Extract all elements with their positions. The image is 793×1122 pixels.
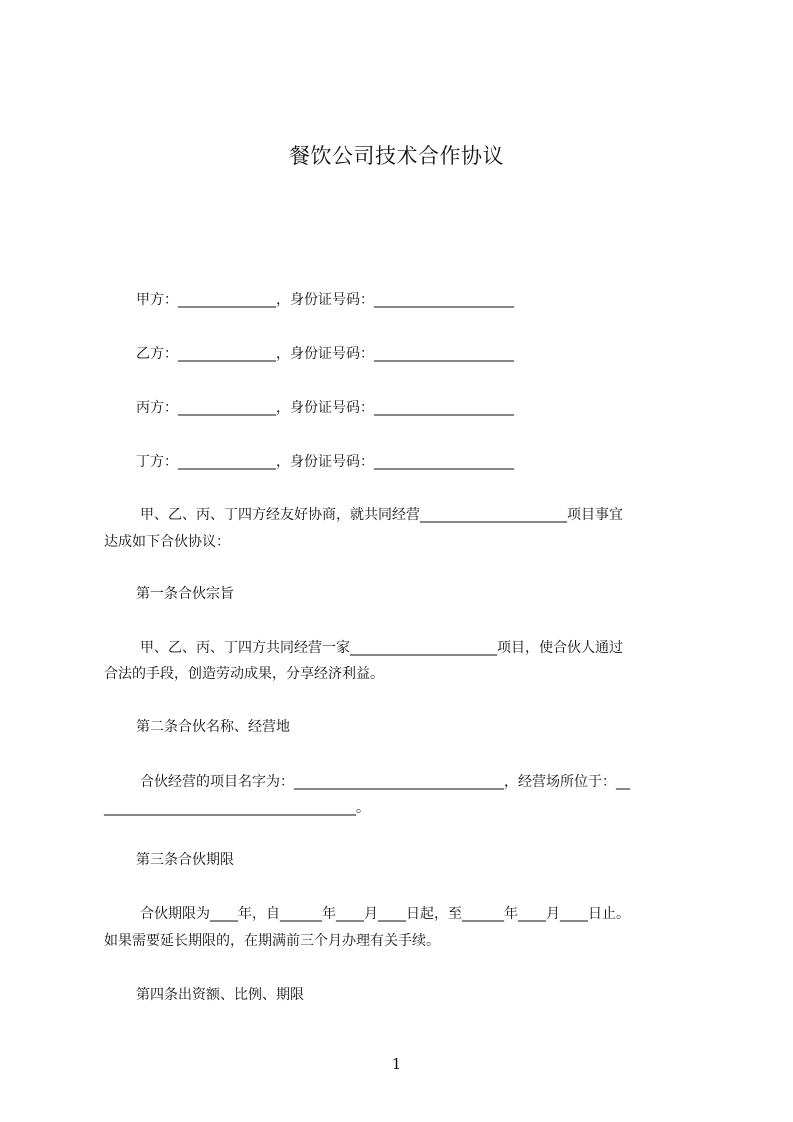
article-4-heading: 第四条出资额、比例、期限 xyxy=(136,987,304,1003)
article-3-text-line-2: 如果需要延长期限的，在期满前三个月办理有关手续。 xyxy=(104,933,440,949)
intro-paragraph-line-1: 甲、乙、丙、丁四方经友好协商，就共同经营_____________________项目事宜 xyxy=(140,507,623,523)
party-b-line: 乙方：______________，身份证号码：____________________ xyxy=(136,346,514,362)
article-2-text-line-1: 合伙经营的项目名字为：______________________________，经营场所位于：__ xyxy=(140,774,630,790)
article-1-text-line-1: 甲、乙、丙、丁四方共同经营一家_____________________项目，使合伙人通过 xyxy=(140,640,623,656)
party-d-line: 丁方：______________，身份证号码：____________________ xyxy=(136,454,514,470)
article-1-text-line-2: 合法的手段，创造劳动成果，分享经济利益。 xyxy=(104,666,384,682)
page-number: 1 xyxy=(391,1055,402,1073)
party-a-line: 甲方：______________，身份证号码：____________________ xyxy=(136,292,514,308)
article-3-heading: 第三条合伙期限 xyxy=(136,852,234,868)
party-c-line: 丙方：______________，身份证号码：____________________ xyxy=(136,400,514,416)
article-2-text-line-2: ____________________________________。 xyxy=(104,800,370,816)
article-3-text-line-1: 合伙期限为____年，自______年____月____日起，至______年____月____日止。 xyxy=(140,906,630,922)
document-title: 餐饮公司技术合作协议 xyxy=(289,144,504,168)
intro-paragraph-line-2: 达成如下合伙协议： xyxy=(104,534,230,550)
article-1-heading: 第一条合伙宗旨 xyxy=(136,586,234,602)
article-2-heading: 第二条合伙名称、经营地 xyxy=(136,719,290,735)
